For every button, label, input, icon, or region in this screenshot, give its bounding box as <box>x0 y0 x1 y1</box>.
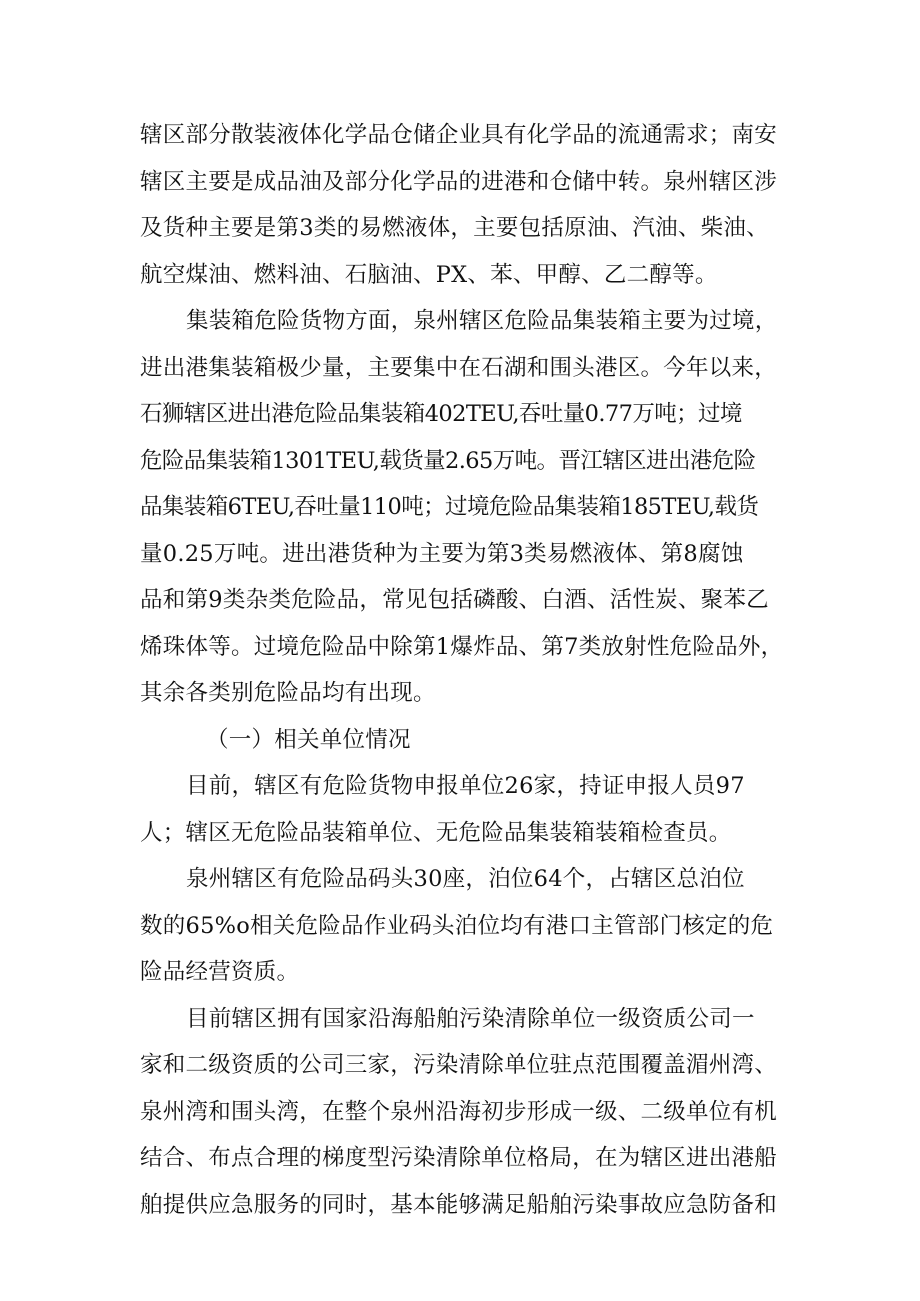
paragraph-pollution-cleanup <box>140 996 780 1229</box>
text-line: 辖区主要是成品油及部分化学品的进港和仓储中转。泉州辖区涉 <box>140 168 778 195</box>
text-line: 量0.25万吨。进出港货种为主要为第3类易燃液体、第8腐蚀 <box>140 540 744 567</box>
text-line: 目前辖区拥有国家沿海船舶污染清除单位一级资质公司一 <box>186 1005 755 1032</box>
text-line: 石狮辖区进出港危险品集装箱402TEU,吞吐量0.77万吨；过境 <box>140 401 742 427</box>
text-line: 泉州辖区有危险品码头30座，泊位64个，占辖区总泊位 <box>186 866 745 892</box>
text-line: 其余各类别危险品均有出现。 <box>140 680 436 706</box>
paragraph-container-cargo <box>140 298 784 717</box>
text-line: 家和二级资质的公司三家，污染清除单位驻点范围覆盖湄州湾、 <box>140 1052 778 1078</box>
text-line: 集装箱危险货物方面，泉州辖区危险品集装箱主要为过境， <box>186 308 778 334</box>
text-line: 险品经营资质。 <box>140 959 300 985</box>
section-heading <box>140 717 780 764</box>
text-line: 品和第9类杂类危险品，常见包括磷酸、白酒、活性炭、聚苯乙 <box>140 587 769 613</box>
text-line: 人；辖区无危险品装箱单位、无危险品集装箱装箱检查员。 <box>140 819 732 846</box>
paragraph-declaration-units <box>140 763 780 856</box>
text-line: 泉州湾和围头湾，在整个泉州沿海初步形成一级、二级单位有机 <box>140 1098 778 1125</box>
text-line: 烯珠体等。过境危险品中除第1爆炸品、第7类放射性危险品外， <box>140 633 784 660</box>
text-line: 进出港集装箱极少量，主要集中在石湖和围头港区。今年以来， <box>140 354 778 381</box>
text-line: 结合、布点合理的梯度型污染清除单位格局，在为辖区进出港船 <box>140 1145 778 1171</box>
text-line: 危险品集装箱1301TEU,载货量2.65万吨。晋江辖区进出港危险 <box>140 447 756 474</box>
section-heading-text: （一）相关单位情况 <box>206 726 411 753</box>
document-body <box>140 112 784 1228</box>
text-line: 辖区部分散装液体化学品仓储企业具有化学品的流通需求；南安 <box>140 122 778 148</box>
paragraph-terminals <box>140 856 780 996</box>
text-line: 舶提供应急服务的同时，基本能够满足船舶污染事故应急防备和 <box>140 1191 778 1218</box>
text-line: 品集装箱6TEU,吞吐量110吨；过境危险品集装箱185TEU,载货 <box>140 494 759 520</box>
text-line: 目前，辖区有危险货物申报单位26家，持证申报人员97 <box>186 773 745 799</box>
text-line: 及货种主要是第3类的易燃液体，主要包括原油、汽油、柴油、 <box>140 215 769 241</box>
text-line: 航空煤油、燃料油、石脑油、PX、苯、甲醇、乙二醇等。 <box>140 261 718 288</box>
paragraph-cargo-types <box>140 112 780 298</box>
text-line: 数的65%o相关危险品作业码头泊位均有港口主管部门核定的危 <box>140 912 774 939</box>
